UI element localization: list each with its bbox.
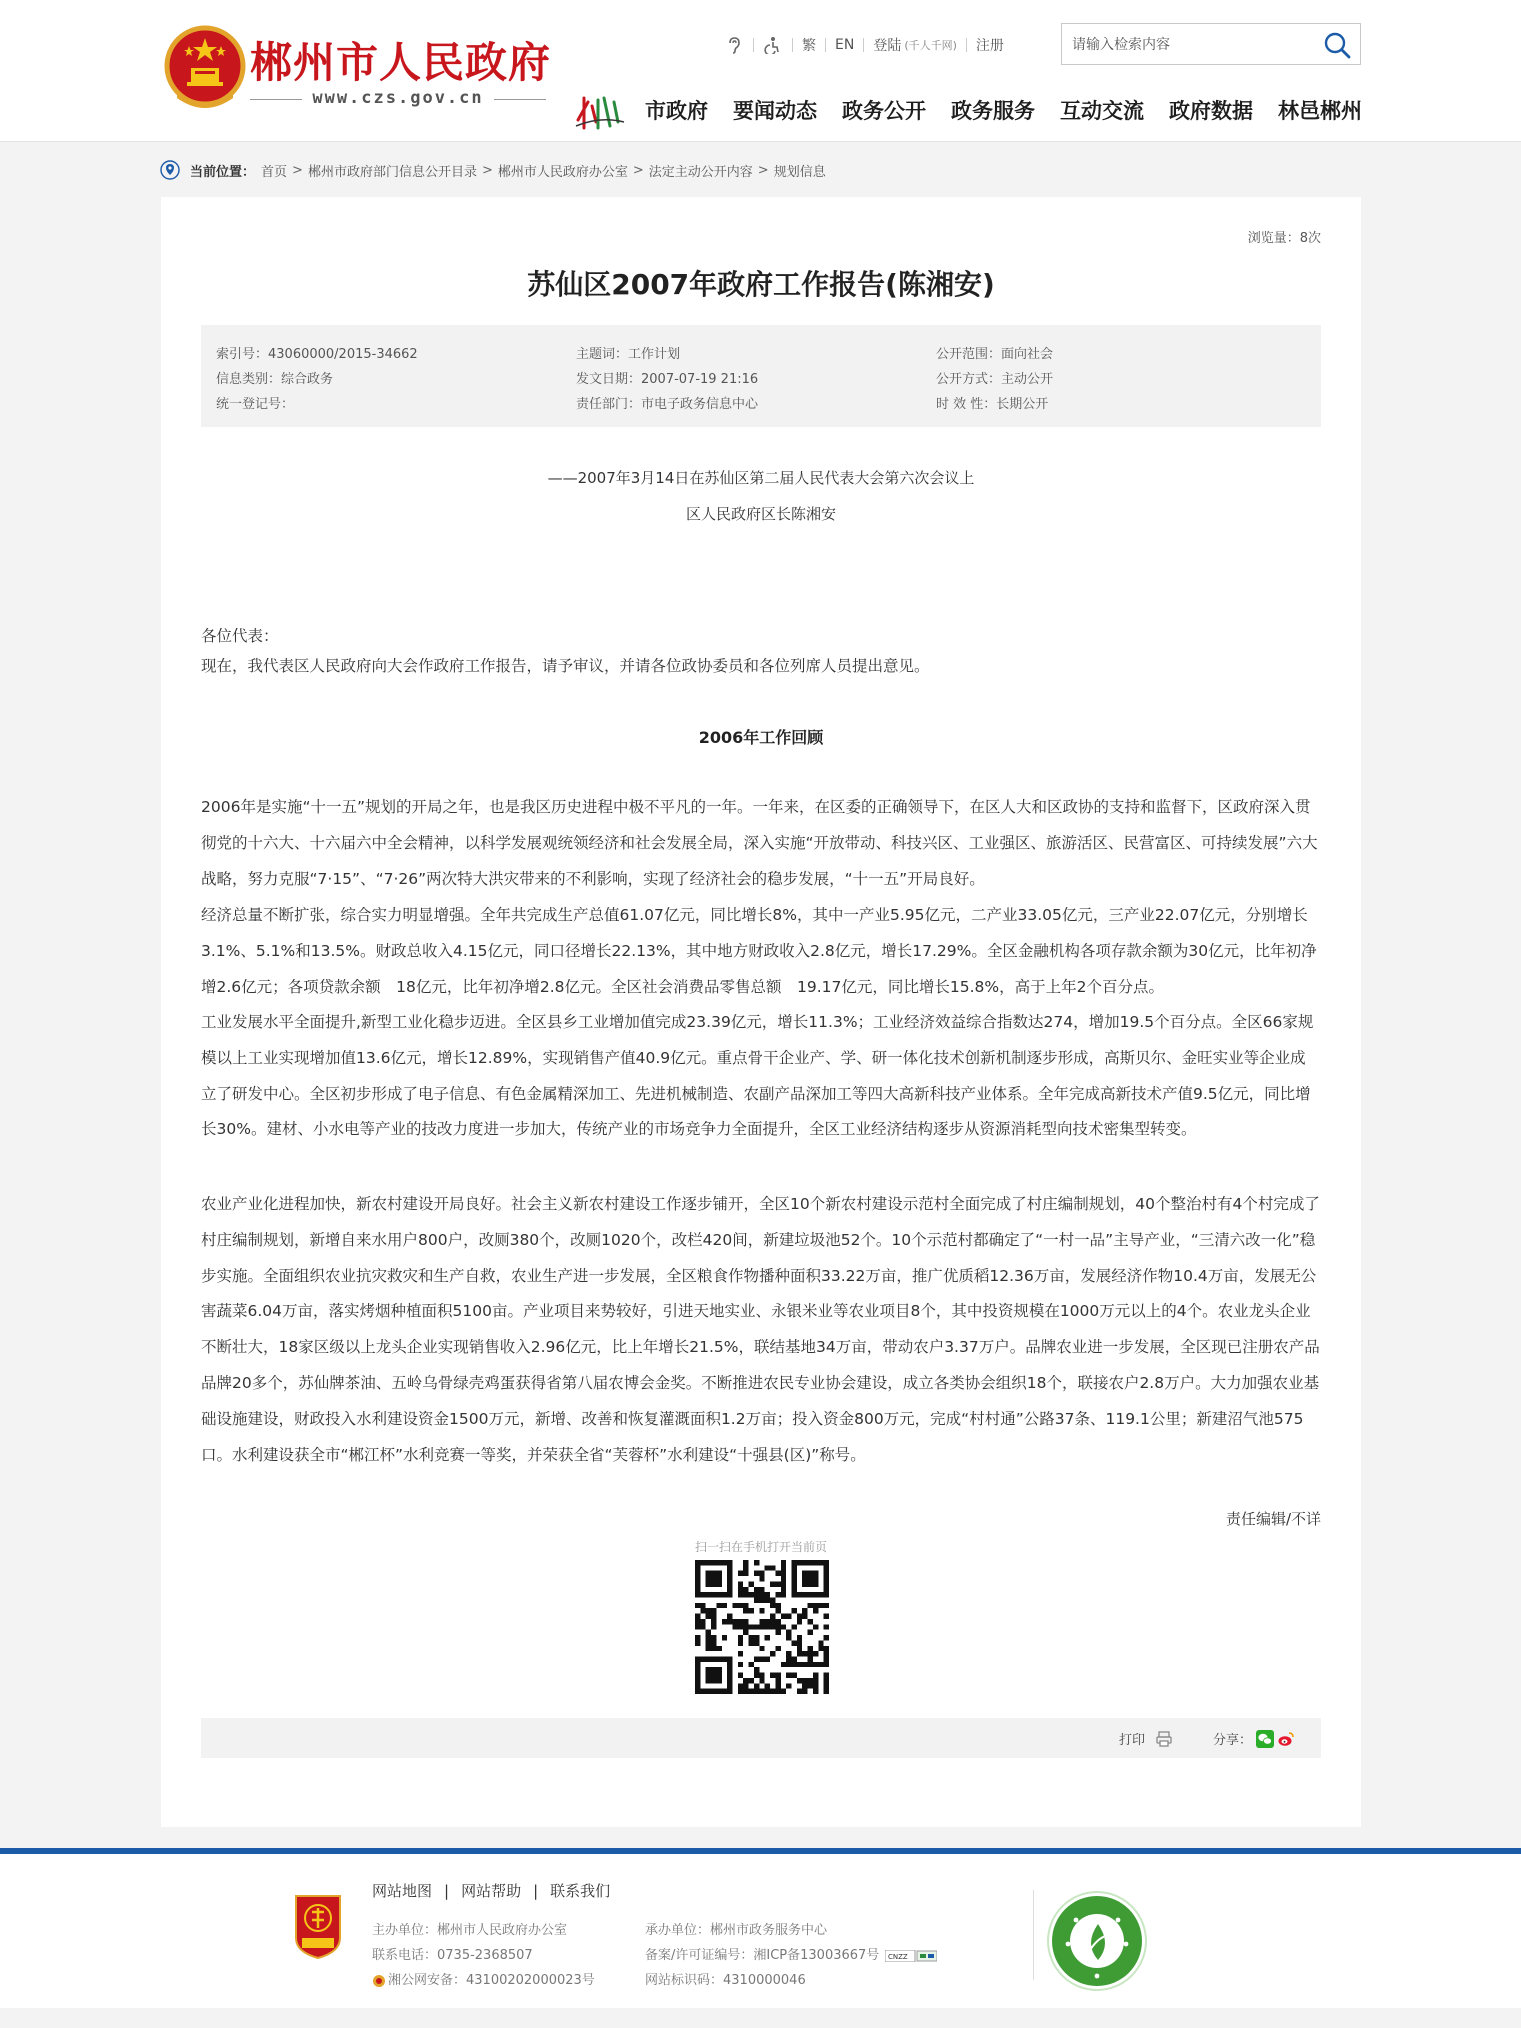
article-subtitle-date: ——2007年3月14日在苏仙区第二届人民代表大会第六次会议上 [547,469,975,487]
divider: | [444,1881,450,1900]
svg-text:CNZZ: CNZZ [888,1952,909,1961]
paragraph-economy: 经济总量不断扩张，综合实力明显增强。全年共完成生产总值61.07亿元，同比增长8%，其中一产业5.95亿元，二产业33.05亿元，三产业22.07亿元，分别增长3.1%、5.1%和13.5%。财政总收入4.15亿元，同口径增长22.13%，其中地方财政收入2.8亿元，增长17.29%。全区金融机构各项存款余额为30亿元，比年初净增2.6亿元；各项贷款余额 18亿元，比年初净增2.8亿元。全区社会消费品零售总额 19.17亿元，同比增长15.8%，高于上年2个百分点。 [201,906,1317,996]
location-pin-icon [160,160,180,180]
qr-code-icon [695,1560,829,1694]
divider [753,38,754,52]
traditional-chinese-link[interactable]: 繁 [802,38,816,54]
footer-link-help[interactable]: 网站帮助 [461,1882,522,1900]
nav-item-government-affairs[interactable]: 政务公开 [842,99,926,123]
view-count: 浏览量：8次 [1247,231,1321,246]
nav-item-linyi-chenzhou[interactable]: 林邑郴州 [1278,99,1362,123]
city-calligraphy-logo-icon [574,92,626,132]
breadcrumb-home[interactable]: 首页 [261,164,288,180]
civilized-city-badge-icon[interactable] [1046,1890,1148,1992]
breadcrumb-separator: > [481,162,493,178]
breadcrumb-office[interactable]: 郴州市人民政府办公室 [497,164,628,180]
breadcrumb-statutory[interactable]: 法定主动公开内容 [648,164,753,180]
footer-icp-row [645,1943,937,1968]
police-badge-icon [372,1974,386,1988]
site-header [0,0,1521,142]
wechat-icon[interactable] [1256,1730,1274,1748]
divider [863,38,864,52]
meta-validity: 时 效 性：长期公开 [936,397,1049,412]
paragraph-overview: 2006年是实施“十一五”规划的开局之年，也是我区历史进程中极不平凡的一年。一年来，在区委的正确领导下，在区人大和区政协的支持和监督下，区政府深入贯彻党的十六大、十六届六中全会精神，以科学发展观统领经济和社会发展全局，深入实施“开放带动、科技兴区、工业强区、旅游活区、民营富区、可持续发展”六大战略，努力克服“7·15”、“7·26”两次特大洪灾带来的不利影响，实现了经济社会的稳步发展，“十一五”开局良好。 [201,798,1318,888]
greeting: 各位代表： [201,627,279,645]
party-government-badge-icon[interactable] [292,1894,344,1960]
article-card [161,197,1361,1827]
nav-item-government-data[interactable]: 政府数据 [1169,99,1253,123]
article-subtitle-author: 区人民政府区长陈湘安 [685,505,836,523]
breadcrumb-separator: > [757,162,769,178]
meta-date: 发文日期：2007-07-19 21:16 [576,372,759,387]
meta-scope: 公开范围：面向社会 [936,347,1054,362]
register-link[interactable]: 注册 [975,38,1004,54]
divider [792,38,793,52]
nav-item-news[interactable]: 要闻动态 [733,99,817,123]
breadcrumb-separator: > [292,162,303,178]
responsible-editor: 责任编辑/不详 [1225,1510,1321,1528]
breadcrumb-separator: > [632,162,644,178]
divider: | [533,1881,539,1900]
article-meta [201,325,1321,427]
share-bar [201,1718,1321,1758]
search-box [1061,23,1361,65]
national-emblem-icon[interactable] [163,24,247,112]
meta-index-no: 索引号：43060000/2015-34662 [216,347,418,362]
footer-organizer: 承办单位：郴州市政务服务中心 [645,1923,828,1938]
site-domain: www.czs.gov.cn [250,88,546,108]
paragraph-industry: 工业发展水平全面提升,新型工业化稳步迈进。全区县乡工业增加值完成23.39亿元，增长11.3%；工业经济效益综合指数达274，增加19.5个百分点。全区66家规模以上工业实现增加值13.6亿元，增长12.89%，实现销售产值40.9亿元。重点骨干企业产、学、研一体化技术创新机制逐步形成，高斯贝尔、金旺实业等企业成立了研发中心。全区初步形成了电子信息、有色金属精深加工、先进机械制造、农副产品深加工等四大高新科技产业体系。全年完成高新技术产值9.5亿元，同比增长30%。建材、小水电等产业的技改力度进一步加大，传统产业的市场竞争力全面提升，全区工业经济结构逐步从资源消耗型向技术密集型转变。 [201,1013,1314,1139]
footer-host: 主办单位：郴州市人民政府办公室 [372,1923,568,1938]
hearing-icon[interactable] [724,35,744,55]
meta-dept: 责任部门：市电子政务信息中心 [576,397,759,412]
footer-police[interactable]: 湘公网安备：43100202000023号 [388,1973,595,1988]
footer-info-right [645,1918,937,1993]
login-note: (千人千网) [904,39,957,52]
weibo-icon[interactable] [1277,1730,1295,1748]
meta-reg-no: 统一登记号： [216,397,295,412]
accessibility-icon[interactable] [763,35,783,55]
footer-links [372,1880,610,1901]
footer-divider [1033,1890,1034,1980]
meta-method: 公开方式：主动公开 [936,372,1054,387]
login-link[interactable]: 登陆 [873,38,902,54]
top-links [724,34,1004,56]
article-title: 苏仙区2007年政府工作报告(陈湘安) [527,268,995,301]
site-name[interactable]: 郴州市人民政府 [250,38,552,87]
breadcrumb-directory[interactable]: 郴州市政府部门信息公开目录 [307,164,477,180]
search-icon[interactable] [1322,30,1352,60]
printer-icon [1155,1730,1173,1748]
site-footer [0,1848,1521,2008]
print-button[interactable] [1119,1729,1173,1748]
breadcrumb [160,159,826,181]
share-group [1213,1729,1295,1748]
footer-icp[interactable]: 备案/许可证编号：湘ICP备13003667号 [645,1948,880,1963]
footer-site-id: 网站标识码：4310000046 [645,1973,806,1988]
main-nav [645,95,1362,125]
search-input[interactable] [1072,33,1312,57]
nav-item-government-services[interactable]: 政务服务 [951,99,1035,123]
paragraph-agriculture: 农业产业化进程加快，新农村建设开局良好。社会主义新农村建设工作逐步铺开，全区10个新农村建设示范村全面完成了村庄编制规划，40个整治村有4个村完成了村庄编制规划，新增自来水用户800户，改厕380个，改厕1020个，改栏420间，新建垃圾池52个。10个示范村都确定了“一村一品”主导产业，“三清六改一化”稳步实施。全面组织农业抗灾救灾和生产自救，农业生产进一步发展，全区粮食作物播种面积33.22万亩，推广优质稻12.36万亩，发展经济作物10.4万亩，发展无公害蔬菜6.04万亩，落实烤烟种植面积5100亩。产业项目来势较好，引进天地实业、永银米业等农业项目8个，其中投资规模在1000万元以上的4个。农业龙头企业不断壮大，18家区级以上龙头企业实现销售收入2.96亿元，比上年增长21.5%，联结基地34万亩，带动农户3.37万户。品牌农业进一步发展，全区现已注册农产品品牌20多个，苏仙牌茶油、五岭乌骨绿壳鸡蛋获得省第八届农博会金奖。不断推进农民专业协会建设，成立各类协会组织18个，联接农户2.8万户。大力加强农业基础设施建设，财政投入水利建设资金1500万元，新增、改善和恢复灌溉面积1.2万亩；投入资金800万元，完成“村村通”公路37条、119.1公里；新建沼气池575口。水利建设获全市“郴江杯”水利竞赛一等奖，并荣获全省“芙蓉杯”水利建设“十强县(区)”称号。 [201,1195,1320,1464]
footer-phone: 联系电话：0735-2368507 [372,1948,533,1963]
meta-category: 信息类别：综合政务 [216,372,334,387]
qr-caption: 扫一扫在手机打开当前页 [694,1540,827,1554]
breadcrumb-planning[interactable]: 规划信息 [773,164,826,180]
section-heading: 2006年工作回顾 [698,728,824,747]
print-label: 打印 [1119,1733,1146,1748]
nav-item-city-government[interactable]: 市政府 [645,99,708,123]
bottom-strip [0,2008,1521,2028]
divider [966,38,967,52]
meta-subject: 主题词：工作计划 [576,347,681,362]
intro-paragraph: 现在，我代表区人民政府向大会作政府工作报告，请予审议，并请各位政协委员和各位列席人员提出意见。 [201,657,930,675]
nav-item-interaction[interactable]: 互动交流 [1060,99,1144,123]
breadcrumb-label: 当前位置： [190,164,256,180]
footer-police-row [372,1968,595,1993]
share-label: 分享： [1213,1733,1253,1748]
divider [825,38,826,52]
footer-link-contact[interactable]: 联系我们 [550,1882,611,1900]
english-link[interactable]: EN [835,37,855,53]
cnzz-stat-icon[interactable] [885,1950,937,1962]
footer-info-left [372,1918,595,1993]
footer-link-sitemap[interactable]: 网站地图 [372,1882,433,1900]
